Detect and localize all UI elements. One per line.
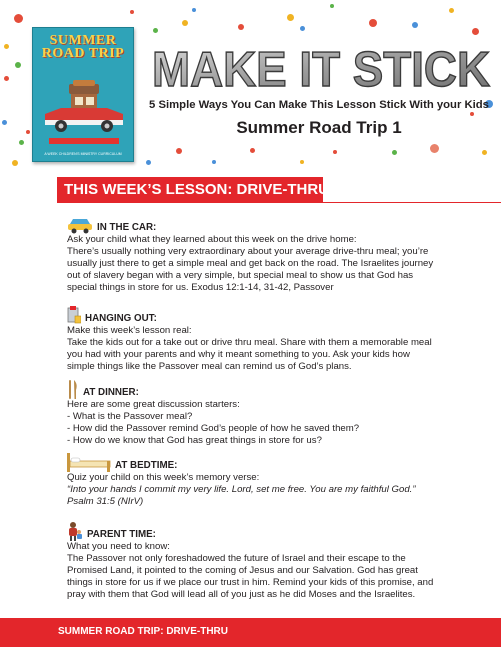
section-line: Make this week’s lesson real: xyxy=(67,325,192,336)
issue-title: Summer Road Trip 1 xyxy=(236,118,402,137)
section-header xyxy=(67,306,497,325)
banner-divider xyxy=(57,202,501,203)
section-line: out of slavery began with a very simple, but special meal to show us that God has xyxy=(67,270,414,281)
parent-icon xyxy=(67,521,83,541)
section-line: Take the kids out for a take out or drive thru meal. Share with them a memorable meal xyxy=(67,337,432,348)
section-line: usually just there to get a simple meal and get back on the road. The Israelites journey xyxy=(67,258,434,269)
section-body xyxy=(67,472,497,508)
bed-icon xyxy=(67,453,111,472)
section-body xyxy=(67,399,497,447)
section-line: simple things like the Passover meal can remind us of God’s plans. xyxy=(67,361,352,372)
section-body xyxy=(67,541,497,601)
hanging-out-icon xyxy=(67,306,81,325)
cover-title-line2: ROAD TRIP xyxy=(41,46,125,61)
page-subtitle: 5 Simple Ways You Can Make This Lesson Stick With your Kids xyxy=(149,99,489,111)
car-icon xyxy=(67,217,93,234)
section-title: AT BEDTIME: xyxy=(115,460,178,471)
section-at-dinner xyxy=(67,380,497,447)
fork-knife-icon xyxy=(67,380,79,399)
section-parent-time xyxy=(67,522,497,601)
section-line: - How did the Passover remind God’s people of how he saved them? xyxy=(67,423,360,434)
section-line: things in store for us if we place our trust in him. Remind your kids of this promise, and xyxy=(67,577,434,588)
cover-footer-text: A WEEK CHILDREN'S MINISTRY CURRICULUM xyxy=(44,152,122,156)
section-line: pray with them that God will lead all of you just as he did Moses and the Israelites. xyxy=(67,589,416,600)
section-header xyxy=(67,380,497,399)
curriculum-cover-image xyxy=(32,27,134,162)
section-at-bedtime xyxy=(67,453,497,508)
section-header xyxy=(67,215,497,234)
section-body xyxy=(67,234,497,294)
memory-verse: “Into your hands I commit my very life. Lord, set me free. You are my faithful God.” xyxy=(67,484,416,495)
section-header xyxy=(67,453,497,472)
cover-band xyxy=(49,138,119,144)
section-title: AT DINNER: xyxy=(83,387,139,398)
section-title: IN THE CAR: xyxy=(97,222,157,233)
section-hanging-out xyxy=(67,306,497,373)
lesson-banner xyxy=(57,177,330,202)
section-line: you had with your parents and why it meant something to you. Ask your kids how xyxy=(67,349,410,360)
section-title: HANGING OUT: xyxy=(85,313,157,324)
footer-title: SUMMER ROAD TRIP: DRIVE-THRU xyxy=(58,626,228,637)
section-body xyxy=(67,325,497,373)
section-title: PARENT TIME: xyxy=(87,529,156,540)
page-footer xyxy=(0,618,501,647)
cover-title xyxy=(33,34,133,60)
section-in-the-car xyxy=(67,215,497,294)
section-line: special things in store for us. Exodus 12:1-14, 31-42, Passover xyxy=(67,282,334,293)
memory-verse-reference: Psalm 31:5 (NIrV) xyxy=(67,496,144,507)
section-line: Here are some great discussion starters: xyxy=(67,399,240,410)
section-line: Quiz your child on this week’s memory verse: xyxy=(67,472,260,483)
section-line: What you need to know: xyxy=(67,541,170,552)
lesson-banner-title: THIS WEEK’S LESSON: DRIVE-THRU xyxy=(64,181,330,198)
section-line: There’s usually nothing very extraordinary about your average drive-thru meal; you’re xyxy=(67,246,429,257)
section-line: The Passover not only foreshadowed the future of Israel and their escape to the xyxy=(67,553,406,564)
section-line: - What is the Passover meal? xyxy=(67,411,193,422)
make-it-stick-logo xyxy=(148,44,494,92)
road-trip-car-illustration xyxy=(41,80,127,140)
section-header xyxy=(67,522,497,541)
section-line: Ask your child what they learned about this week on the drive home: xyxy=(67,234,357,245)
logo-text: MAKE IT STICK xyxy=(152,44,490,92)
section-line: Promised Land, it pointed to the coming of Jesus and our Salvation. God has great xyxy=(67,565,418,576)
section-line: - How do we know that God has great things in store for us? xyxy=(67,435,322,446)
cover-title-line1: SUMMER xyxy=(49,33,117,48)
